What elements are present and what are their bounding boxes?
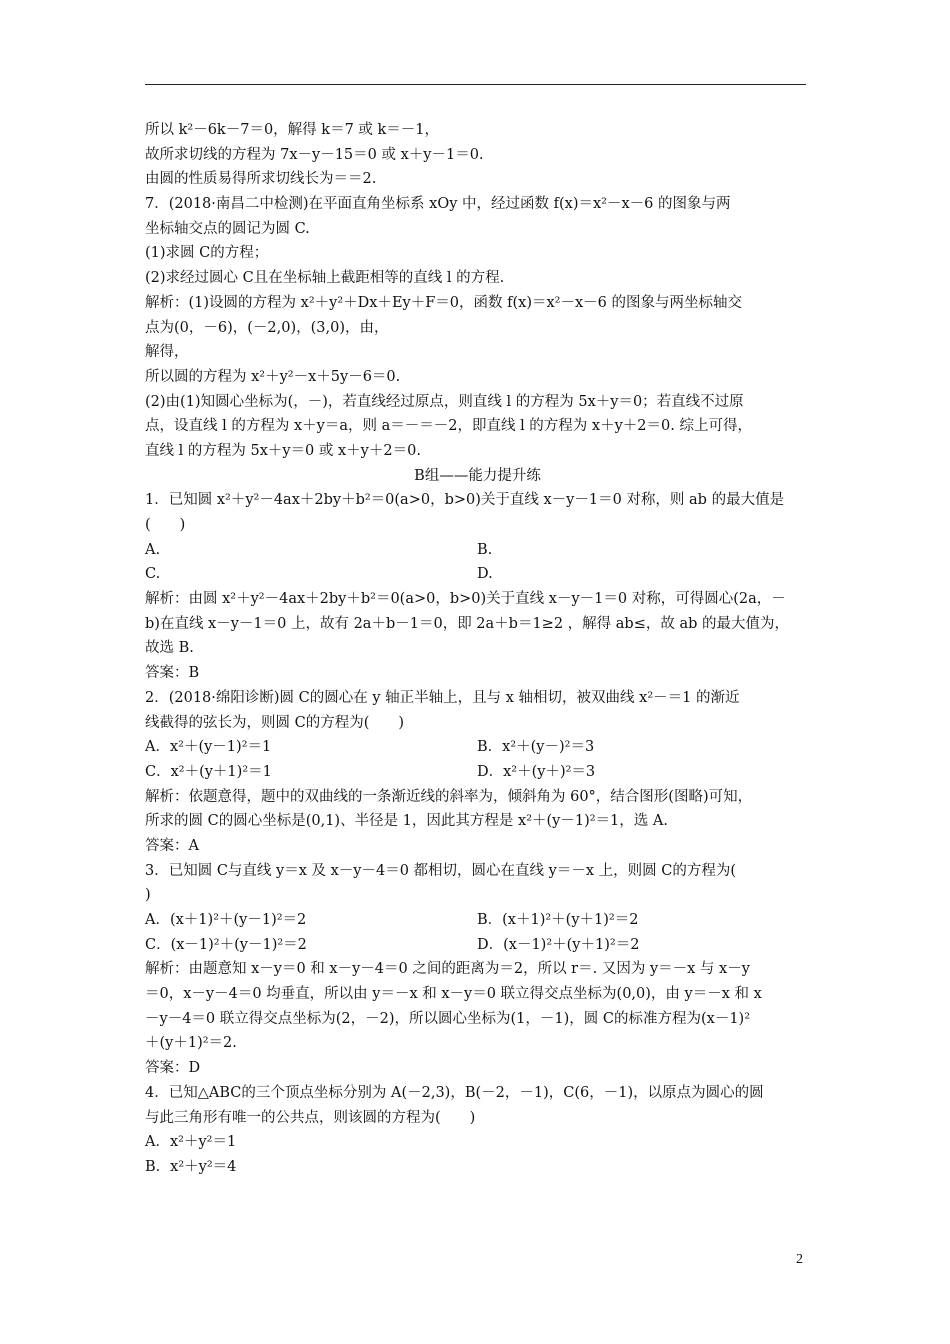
header-rule [145,84,806,85]
text-line: 坐标轴交点的圆记为圆 C. [145,220,310,237]
option-d: D．x²＋(y＋)²＝3 [477,763,596,780]
text-line: 点为(0，－6)，(－2,0)，(3,0)，由， [145,319,389,336]
option-b: B．x²＋y²＝4 [145,1158,237,1175]
text-line: 所以圆的方程为 x²＋y²－x＋5y－6＝0. [145,368,401,385]
question-3-options [145,908,810,933]
question-3-analysis: ＝0，x－y－4＝0 均垂直，所以由 y＝－x 和 x－y＝0 联立得交点坐标为(0,0)，由 y＝－x 和 x [145,986,762,1003]
question-3-options [145,933,810,958]
question-1-analysis: 故选 B. [145,640,194,657]
question-1-answer: 答案：B [145,665,200,682]
text-line: 解得， [145,344,189,361]
option-b: B. [477,541,493,558]
text-line: 直线 l 的方程为 5x＋y＝0 或 x＋y＋2＝0. [145,442,421,459]
question-3-stem: 3．已知圆 C与直线 y＝x 及 x－y－4＝0 都相切，圆心在直线 y＝－x 上，则圆 C的方程为( [145,862,736,879]
option-c: C．(x－1)²＋(y－1)²＝2 [145,936,307,953]
question-1-stem: ( ) [145,517,186,533]
option-a: A．(x＋1)²＋(y－1)²＝2 [145,912,307,928]
page-number: 2 [796,1252,803,1267]
question-3-answer: 答案：D [145,1060,201,1077]
question-3-analysis: 解析：由题意知 x－y＝0 和 x－y－4＝0 之间的距离为＝2，所以 r＝. 又因为 y＝－x 与 x－y [145,961,750,978]
text-line: 故所求切线的方程为 7x－y－15＝0 或 x＋y－1＝0. [145,146,484,163]
question-2-analysis: 解析：依题意得，题中的双曲线的一条渐近线的斜率为，倾斜角为 60°，结合图形(图略)可知， [145,788,753,805]
text-line: 由圆的性质易得所求切线长为＝＝2. [145,171,377,188]
question-1-analysis: b)在直线 x－y－1＝0 上，故有 2a＋b－1＝0，即 2a＋b＝1≥2 ，解得 ab≤，故 ab 的最大值为， [145,615,789,632]
option-b: B．x²＋(y－)²＝3 [477,739,595,756]
option-a: A．x²＋(y－1)²＝1 [145,739,272,756]
document-body [145,118,810,1180]
option-d: D．(x－1)²＋(y＋1)²＝2 [477,936,640,953]
section-title: B组——能力提升练 [414,467,541,484]
option-a: A. [145,541,161,558]
text-line: 点，设直线 l 的方程为 x＋y＝a，则 a＝－＝－2，即直线 l 的方程为 x＋y＋2＝0. 综上可得， [145,418,752,435]
question-1-options [145,538,810,563]
text-line: 所以 k²－6k－7＝0，解得 k＝7 或 k＝－1， [145,122,440,138]
question-1-analysis: 解析：由圆 x²＋y²－4ax＋2by＋b²＝0(a>0，b>0)关于直线 x－y－1＝0 对称，可得圆心(2a，－ [145,591,786,608]
question-1-stem: 1．已知圆 x²＋y²－4ax＋2by＋b²＝0(a>0，b>0)关于直线 x－y－1＝0 对称，则 ab 的最大值是 [145,492,785,509]
text-line: 解析：(1)设圆的方程为 x²＋y²＋Dx＋Ey＋F＝0，函数 f(x)＝x²－x－6 的图象与两坐标轴交 [145,294,742,311]
question-3-analysis: －y－4＝0 联立得交点坐标为(2，－2)，所以圆心坐标为(1，－1)，圆 C的标准方程为(x－1)² [145,1010,751,1027]
option-c: C. [145,566,161,583]
text-line: 7．(2018·南昌二中检测)在平面直角坐标系 xOy 中，经过函数 f(x)＝x²－x－6 的图象与两 [145,196,731,213]
option-b: B．(x＋1)²＋(y＋1)²＝2 [477,912,639,928]
question-2-stem: 2．(2018·绵阳诊断)圆 C的圆心在 y 轴正半轴上，且与 x 轴相切，被双曲线 x²－＝1 的渐近 [145,689,740,706]
question-2-stem: 线截得的弦长为，则圆 C的方程为( ) [145,714,405,731]
text-line: (2)由(1)知圆心坐标为(，－)，若直线经过原点，则直线 l 的方程为 5x＋y＝0；若直线不过原 [145,393,744,410]
option-a: A．x²＋y²＝1 [145,1134,237,1151]
question-2-analysis: 所求的圆 C的圆心坐标是(0,1)、半径是 1，因此其方程是 x²＋(y－1)²＝1，选 A. [145,813,668,830]
question-2-answer: 答案：A [145,837,199,854]
question-2-options [145,760,810,785]
option-d: D. [477,566,493,583]
text-line: (2)求经过圆心 C且在坐标轴上截距相等的直线 l 的方程. [145,270,505,287]
question-3-stem: ) [145,887,151,904]
question-2-options [145,735,810,760]
text-line: (1)求圆 C的方程； [145,245,269,262]
question-1-options [145,562,810,587]
question-3-analysis: ＋(y＋1)²＝2. [145,1035,237,1052]
question-4-stem: 与此三角形有唯一的公共点，则该圆的方程为( ) [145,1109,476,1126]
option-c: C．x²＋(y＋1)²＝1 [145,763,272,780]
question-4-stem: 4．已知△ABC的三个顶点坐标分别为 A(－2,3)，B(－2，－1)，C(6，－1)，以原点为圆心的圆 [145,1084,764,1101]
